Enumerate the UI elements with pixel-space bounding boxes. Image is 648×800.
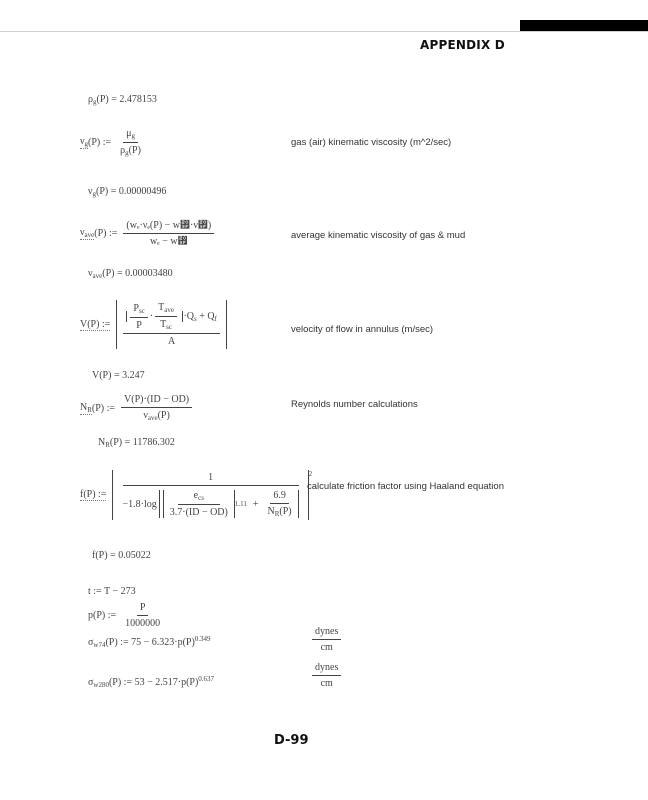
reynolds-description: Reynolds number calculations [291,399,418,410]
sigma-w74-definition: $\sigma_{w74}(P)$ := $75 - 6.323\cdot p(P)^{0.349}$ [88,635,211,649]
nu-g-definition: $\nu_g$ (P) := $\frac{\mu_g}{\rho_g(P)}$ [80,128,141,157]
velocity-result: V(P) = 3.247 [92,370,145,381]
friction-description: calculate friction factor using Haaland equation [307,481,504,492]
nu-g-description: gas (air) kinematic viscosity (m^2/sec) [291,137,452,148]
appendix-heading: APPENDIX D [420,38,505,52]
friction-result: f(P) = 0.05022 [92,550,151,561]
sigma-w280-units: $\frac{\text{dynes}}{cm}$ [312,662,341,689]
header-rule [0,31,648,32]
nu-g-result: $\nu_g(P) = 0.00000496$ [88,186,167,198]
nu-ave-description: average kinematic viscosity of gas & mud [291,230,466,241]
t-definition: t := T − 273 [88,586,136,597]
rho-g-result: $\rho_g(P) = 2.478153$ [88,94,157,106]
sigma-w74-units: $\frac{\text{dynes}}{cm}$ [312,626,341,653]
velocity-description: velocity of flow in annulus (m/sec) [291,324,434,335]
velocity-definition: V(P) := $\frac{P_{sc}}{P}$ · $\frac{T_{ave}}{T_{sc}}$ $\cdot Q_s + Q_f$ A [80,300,227,349]
sigma-w280-definition: $\sigma_{w280}(P)$ := $53 - 2.517\cdot p(P)^{0.637}$ [88,675,215,689]
nu-ave-result: $\nu_{ave}(P) = 0.00003480$ [88,268,173,280]
page-number: D-99 [274,733,309,748]
nu-ave-definition: $\nu_{ave}$ (P) := $\frac{\text{(wₑ·νₑ(P) − w₟·ν₟)}}{\text{wₑ − w₟}}$ [80,220,214,247]
header-bar [520,20,648,31]
p-definition: p(P) := $\frac{P}{1000000}$ [88,602,161,629]
reynolds-definition: $N_R$ (P) := $\frac{V(P)\cdot(ID - OD)}{\nu_{ave}(P)}$ [80,394,192,422]
reynolds-result: $N_R(P) = 11786.302$ [98,437,175,449]
friction-definition: f(P) := 1 −1.8·log $\frac{e_{cs}}{3.7\cdot(ID - OD)}$ 1.11 + $\frac{6.9}{N_R(P)}$ $^2$ [80,470,313,518]
